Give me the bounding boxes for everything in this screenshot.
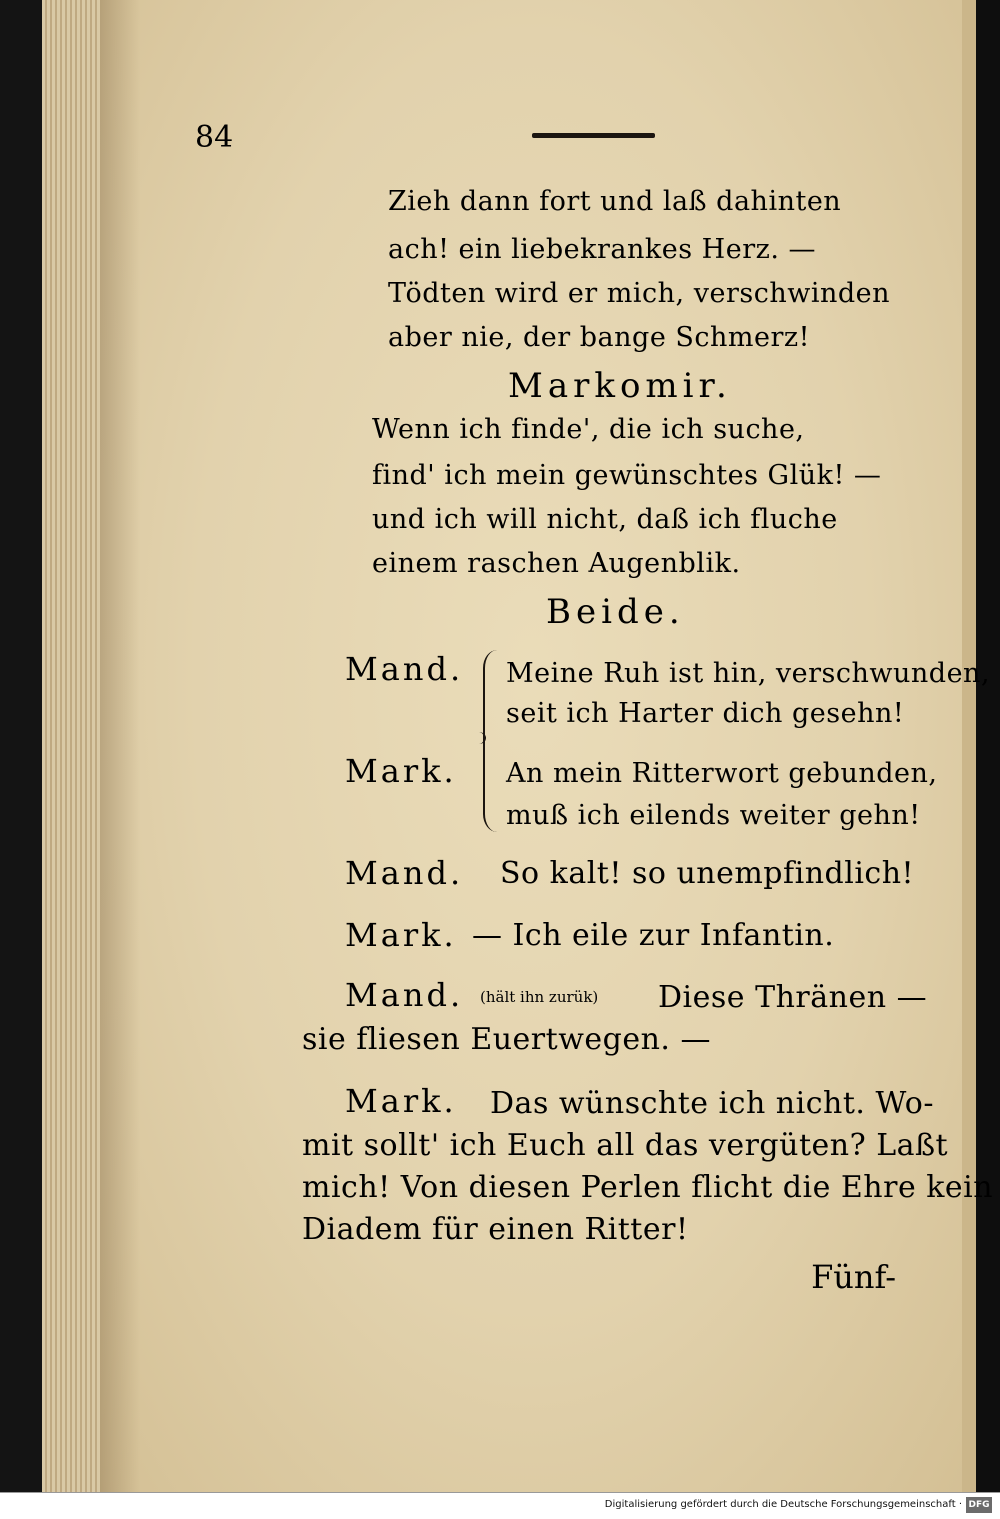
speaker-mark: Mark. bbox=[345, 1082, 457, 1120]
speaker-mand: Mand. bbox=[345, 976, 464, 1014]
verse-line: Zieh dann fort und laß dahinten bbox=[388, 186, 842, 217]
verse-line: aber nie, der bange Schmerz! bbox=[388, 322, 810, 353]
verse-line: Tödten wird er mich, verschwinden bbox=[388, 278, 890, 309]
dialogue-line: sie fliesen Euertwegen. — bbox=[302, 1022, 711, 1057]
duet-line: muß ich eilends weiter gehn! bbox=[506, 800, 921, 831]
prose-line: mich! Von diesen Perlen flicht die Ehre kein bbox=[302, 1170, 994, 1205]
duet-line: An mein Ritterwort gebunden, bbox=[506, 758, 938, 789]
next-page-edge bbox=[962, 0, 976, 1492]
verse-line: ach! ein liebekrankes Herz. — bbox=[388, 234, 816, 265]
dialogue-line: — Ich eile zur Infantin. bbox=[472, 918, 835, 953]
speaker-mark: Mark. bbox=[345, 752, 457, 790]
gutter-shadow bbox=[100, 0, 140, 1492]
verse-line: find' ich mein gewünschtes Glük! — bbox=[372, 460, 882, 491]
verse-line: einem raschen Augenblik. bbox=[372, 548, 741, 579]
duet-brace-point bbox=[472, 732, 486, 744]
header-rule bbox=[532, 133, 655, 138]
dialogue-line: So kalt! so unempfindlich! bbox=[500, 856, 915, 891]
verse-line: und ich will nicht, daß ich fluche bbox=[372, 504, 838, 535]
scan-background bbox=[976, 0, 1000, 1492]
stage-direction: (hält ihn zurük) bbox=[480, 988, 599, 1006]
page-number: 84 bbox=[195, 120, 234, 155]
duet-line: seit ich Harter dich gesehn! bbox=[506, 698, 905, 729]
prose-line: Diadem für einen Ritter! bbox=[302, 1212, 689, 1247]
speaker-mand: Mand. bbox=[345, 650, 464, 688]
dfg-logo-icon: DFG bbox=[966, 1497, 992, 1513]
footer-credit: Digitalisierung gefördert durch die Deutsche Forschungsgemeinschaft · bbox=[604, 1499, 962, 1510]
speaker-mark: Mark. bbox=[345, 916, 457, 954]
prose-line: Das wünschte ich nicht. Wo- bbox=[490, 1086, 934, 1121]
speaker-markomir: Markomir. bbox=[508, 366, 732, 406]
prose-line: mit sollt' ich Euch all das vergüten? Laßt bbox=[302, 1128, 949, 1163]
speaker-beide: Beide. bbox=[546, 592, 685, 632]
verse-line: Wenn ich finde', die ich suche, bbox=[372, 414, 805, 445]
duet-brace bbox=[483, 650, 501, 832]
dialogue-line: Diese Thränen — bbox=[658, 980, 928, 1015]
duet-line: Meine Ruh ist hin, verschwunden, bbox=[506, 658, 991, 689]
footer-bar bbox=[0, 1492, 1000, 1519]
catchword: Fünf- bbox=[811, 1258, 896, 1296]
speaker-mand: Mand. bbox=[345, 854, 464, 892]
